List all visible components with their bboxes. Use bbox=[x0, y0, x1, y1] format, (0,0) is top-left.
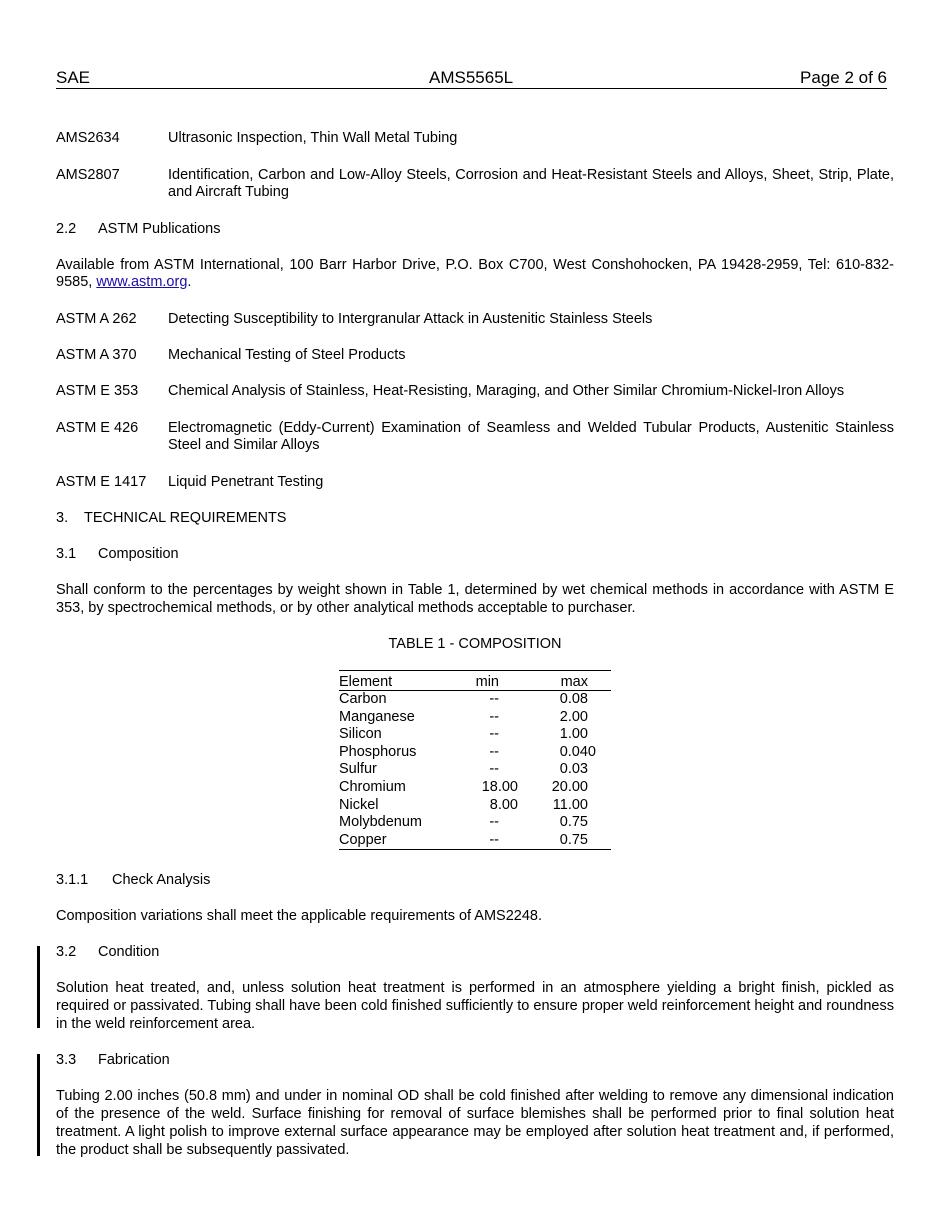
header-max: max bbox=[560, 674, 588, 690]
cell-min: -- bbox=[489, 691, 499, 707]
reference-code: ASTM E 1417 bbox=[56, 474, 147, 490]
cell-element: Nickel bbox=[339, 796, 379, 813]
link-suffix: . bbox=[187, 274, 192, 290]
astm-website-link[interactable]: www.astm.org bbox=[96, 274, 188, 290]
section-number: 3.2 bbox=[56, 944, 77, 960]
reference-title: Electromagnetic (Eddy-Current) Examination of Seamless and Welded Tubular Products, Austenitic Stainless Steel and Similar Alloys bbox=[168, 420, 894, 453]
cell-min: -- bbox=[489, 814, 499, 831]
cell-element: Silicon bbox=[339, 726, 382, 743]
table-row bbox=[339, 709, 611, 727]
section-heading-fabrication bbox=[56, 1052, 170, 1069]
reference-astm-e426 bbox=[56, 420, 894, 454]
section-title: TECHNICAL REQUIREMENTS bbox=[84, 510, 287, 526]
reference-title: Detecting Susceptibility to Intergranular Attack in Austenitic Stainless Steels bbox=[168, 311, 653, 327]
cell-element: Phosphorus bbox=[339, 743, 417, 760]
cell-element: Chromium bbox=[339, 778, 406, 795]
composition-paragraph: Shall conform to the percentages by weight shown in Table 1, determined by wet chemical methods in accordance with ASTM E 353, by spectrochemical methods, or by other analytical methods acceptable to purchaser. bbox=[56, 582, 894, 616]
header-min: min bbox=[475, 674, 499, 690]
cell-max: 20.00 bbox=[551, 778, 588, 795]
cell-min: -- bbox=[489, 831, 499, 848]
cell-max: 0.08 bbox=[559, 691, 588, 707]
table-row bbox=[339, 779, 611, 797]
section-number: 2.2 bbox=[56, 221, 77, 237]
header-document-number: AMS5565L bbox=[429, 68, 514, 87]
cell-min: 18.00 bbox=[481, 778, 518, 795]
cell-max: 11.00 bbox=[552, 796, 588, 813]
header-page-number: Page 2 of 6 bbox=[800, 68, 887, 87]
reference-code: AMS2807 bbox=[56, 167, 120, 183]
section-title: ASTM Publications bbox=[98, 221, 221, 237]
cell-element: Manganese bbox=[339, 708, 415, 725]
cell-max: 0.75 bbox=[559, 814, 588, 831]
section-title: Composition bbox=[98, 546, 179, 562]
revision-change-bar bbox=[37, 946, 40, 1028]
section-number: 3.1.1 bbox=[56, 872, 89, 888]
table-row bbox=[339, 832, 611, 850]
cell-min: -- bbox=[489, 708, 499, 725]
cell-max: 0.75 bbox=[559, 831, 588, 848]
header-organization: SAE bbox=[56, 68, 91, 87]
cell-max: 1.00 bbox=[559, 726, 588, 743]
cell-element: Sulfur bbox=[339, 761, 377, 778]
cell-min: -- bbox=[489, 726, 499, 743]
reference-astm-e1417 bbox=[56, 474, 894, 491]
revision-change-bar bbox=[37, 1054, 40, 1156]
section-number: 3.1 bbox=[56, 546, 77, 562]
table-header-row bbox=[339, 671, 611, 691]
reference-code: ASTM E 353 bbox=[56, 383, 139, 399]
fabrication-paragraph: Tubing 2.00 inches (50.8 mm) and under in nominal OD shall be cold finished after welding to remove any dimensional indication of the presence of the weld. Surface finishing for removal of surface blemishes shall be performed prior to final solution heat treatment. A light polish to improve external surface appearance may be employed after solution heat treatment and, if performed, the product shall be subsequently passivated. bbox=[56, 1088, 894, 1158]
table-row bbox=[339, 691, 611, 709]
section-number: 3.3 bbox=[56, 1052, 77, 1068]
header-element: Element bbox=[339, 674, 393, 690]
section-number: 3. bbox=[56, 510, 69, 526]
reference-title: Identification, Carbon and Low-Alloy Steels, Corrosion and Heat-Resistant Steels and Alloys, Sheet, Strip, Plate, and Aircraft Tubing bbox=[168, 167, 894, 200]
cell-min: 8.00 bbox=[489, 796, 518, 813]
page-header bbox=[56, 68, 887, 89]
condition-paragraph: Solution heat treated, and, unless solution heat treatment is performed in an atmosphere yielding a bright finish, pickled as required or passivated. Tubing shall have been cold finished sufficiently to ensure proper weld reinforcement height and roundness in the weld reinforcement area. bbox=[56, 980, 894, 1032]
astm-availability-paragraph bbox=[56, 257, 894, 291]
reference-code: ASTM A 262 bbox=[56, 311, 137, 327]
cell-max: 0.040 bbox=[559, 743, 596, 760]
cell-element: Carbon bbox=[339, 691, 387, 707]
cell-min: -- bbox=[489, 761, 499, 778]
reference-code: AMS2634 bbox=[56, 130, 120, 146]
section-heading-technical-requirements bbox=[56, 510, 286, 527]
check-analysis-paragraph: Composition variations shall meet the applicable requirements of AMS2248. bbox=[56, 908, 543, 924]
reference-title: Ultrasonic Inspection, Thin Wall Metal Tubing bbox=[168, 130, 458, 146]
cell-min: -- bbox=[489, 743, 499, 760]
reference-title: Chemical Analysis of Stainless, Heat-Resisting, Maraging, and Other Similar Chromium-Nickel-Iron Alloys bbox=[168, 383, 845, 399]
cell-element: Copper bbox=[339, 831, 387, 848]
reference-code: ASTM A 370 bbox=[56, 347, 137, 363]
section-heading-check-analysis bbox=[56, 872, 210, 889]
reference-title: Liquid Penetrant Testing bbox=[168, 474, 324, 490]
composition-table bbox=[339, 670, 611, 850]
section-title: Check Analysis bbox=[112, 872, 211, 888]
table-row bbox=[339, 814, 611, 832]
cell-max: 0.03 bbox=[559, 761, 588, 778]
reference-astm-e353 bbox=[56, 383, 894, 400]
section-heading-astm-publications bbox=[56, 221, 221, 238]
table-title: TABLE 1 - COMPOSITION bbox=[388, 636, 562, 652]
availability-text: Available from ASTM International, 100 Barr Harbor Drive, P.O. Box C700, West Conshohocken, PA 19428-2959, Tel: 610-832-9585, bbox=[56, 257, 894, 290]
section-title: Fabrication bbox=[98, 1052, 170, 1068]
reference-astm-a262 bbox=[56, 311, 894, 328]
section-title: Condition bbox=[98, 944, 160, 960]
reference-title: Mechanical Testing of Steel Products bbox=[168, 347, 406, 363]
table-row bbox=[339, 761, 611, 779]
section-heading-condition bbox=[56, 944, 159, 961]
reference-ams2634 bbox=[56, 130, 894, 147]
cell-max: 2.00 bbox=[559, 708, 588, 725]
table-row bbox=[339, 726, 611, 744]
reference-code: ASTM E 426 bbox=[56, 420, 139, 436]
cell-element: Molybdenum bbox=[339, 814, 423, 831]
reference-astm-a370 bbox=[56, 347, 894, 364]
table-row bbox=[339, 744, 611, 762]
table-row bbox=[339, 797, 611, 815]
reference-ams2807 bbox=[56, 167, 894, 201]
section-heading-composition bbox=[56, 546, 179, 563]
